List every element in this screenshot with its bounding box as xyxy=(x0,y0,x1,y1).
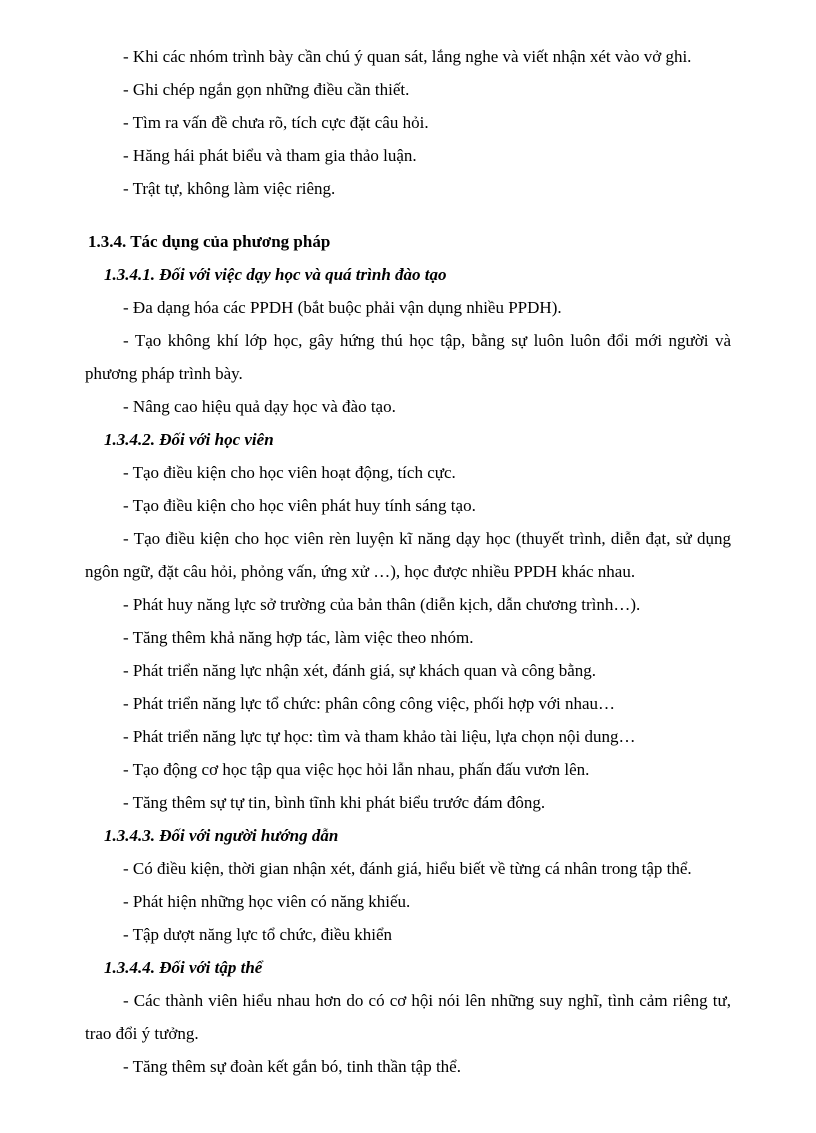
bullet-item: - Trật tự, không làm việc riêng. xyxy=(123,179,336,198)
bullet-item: - Tạo động cơ học tập qua việc học hỏi lẫn nhau, phấn đấu vươn lên. xyxy=(123,760,590,779)
bullet-item: - Phát triển năng lực tự học: tìm và tham khảo tài liệu, lựa chọn nội dung… xyxy=(123,727,636,746)
subsection-heading: 1.3.4.1. Đối với việc dạy học và quá trình đào tạo xyxy=(104,265,447,284)
bullet-item: - Tạo điều kiện cho học viên phát huy tính sáng tạo. xyxy=(123,496,476,515)
bullet-item: - Hăng hái phát biểu và tham gia thảo luận. xyxy=(123,146,417,165)
bullet-item: - Tìm ra vấn đề chưa rõ, tích cực đặt câu hỏi. xyxy=(123,113,429,132)
bullet-item: - Tạo điều kiện cho học viên hoạt động, tích cực. xyxy=(123,463,456,482)
bullet-item: - Phát huy năng lực sở trường của bản thân (diễn kịch, dẫn chương trình…). xyxy=(123,595,641,614)
bullet-item: - Tăng thêm sự tự tin, bình tĩnh khi phát biểu trước đám đông. xyxy=(123,793,546,812)
subsection-heading: 1.3.4.4. Đối với tập thể xyxy=(104,958,263,977)
bullet-item: - Có điều kiện, thời gian nhận xét, đánh giá, hiểu biết về từng cá nhân trong tập thể. xyxy=(123,859,692,878)
bullet-item: - Ghi chép ngắn gọn những điều cần thiết. xyxy=(123,80,410,99)
bullet-item: - Phát hiện những học viên có năng khiếu. xyxy=(123,892,411,911)
bullet-item: - Tăng thêm khả năng hợp tác, làm việc theo nhóm. xyxy=(123,628,474,647)
bullet-item: - Tăng thêm sự đoàn kết gắn bó, tinh thần tập thể. xyxy=(123,1057,461,1076)
subsection-heading: 1.3.4.2. Đối với học viên xyxy=(104,430,274,449)
subsection-heading: 1.3.4.3. Đối với người hướng dẫn xyxy=(104,826,339,845)
bullet-item: - Các thành viên hiểu nhau hơn do có cơ hội nói lên những suy nghĩ, tình cảm riêng tư, trao đổi ý tưởng. xyxy=(85,991,731,1043)
bullet-item: - Phát triển năng lực tổ chức: phân công công việc, phối hợp với nhau… xyxy=(123,694,615,713)
bullet-item: - Phát triển năng lực nhận xét, đánh giá, sự khách quan và công bằng. xyxy=(123,661,597,680)
bullet-item: - Đa dạng hóa các PPDH (bắt buộc phải vận dụng nhiều PPDH). xyxy=(123,298,562,317)
bullet-item: - Tập dượt năng lực tổ chức, điều khiển xyxy=(123,925,393,944)
bullet-item: - Nâng cao hiệu quả dạy học và đào tạo. xyxy=(123,397,396,416)
bullet-item: - Tạo điều kiện cho học viên rèn luyện kĩ năng dạy học (thuyết trình, diễn đạt, sử dụng ngôn ngữ, đặt câu hỏi, phỏng vấn, ứng xử …), học được nhiều PPDH khác nhau. xyxy=(85,529,731,581)
bullet-item: - Tạo không khí lớp học, gây hứng thú học tập, bằng sự luôn luôn đổi mới người và phương pháp trình bày. xyxy=(85,331,731,383)
bullet-item: - Khi các nhóm trình bày cần chú ý quan sát, lắng nghe và viết nhận xét vào vở ghi. xyxy=(123,47,692,66)
section-heading: 1.3.4. Tác dụng của phương pháp xyxy=(88,232,331,251)
